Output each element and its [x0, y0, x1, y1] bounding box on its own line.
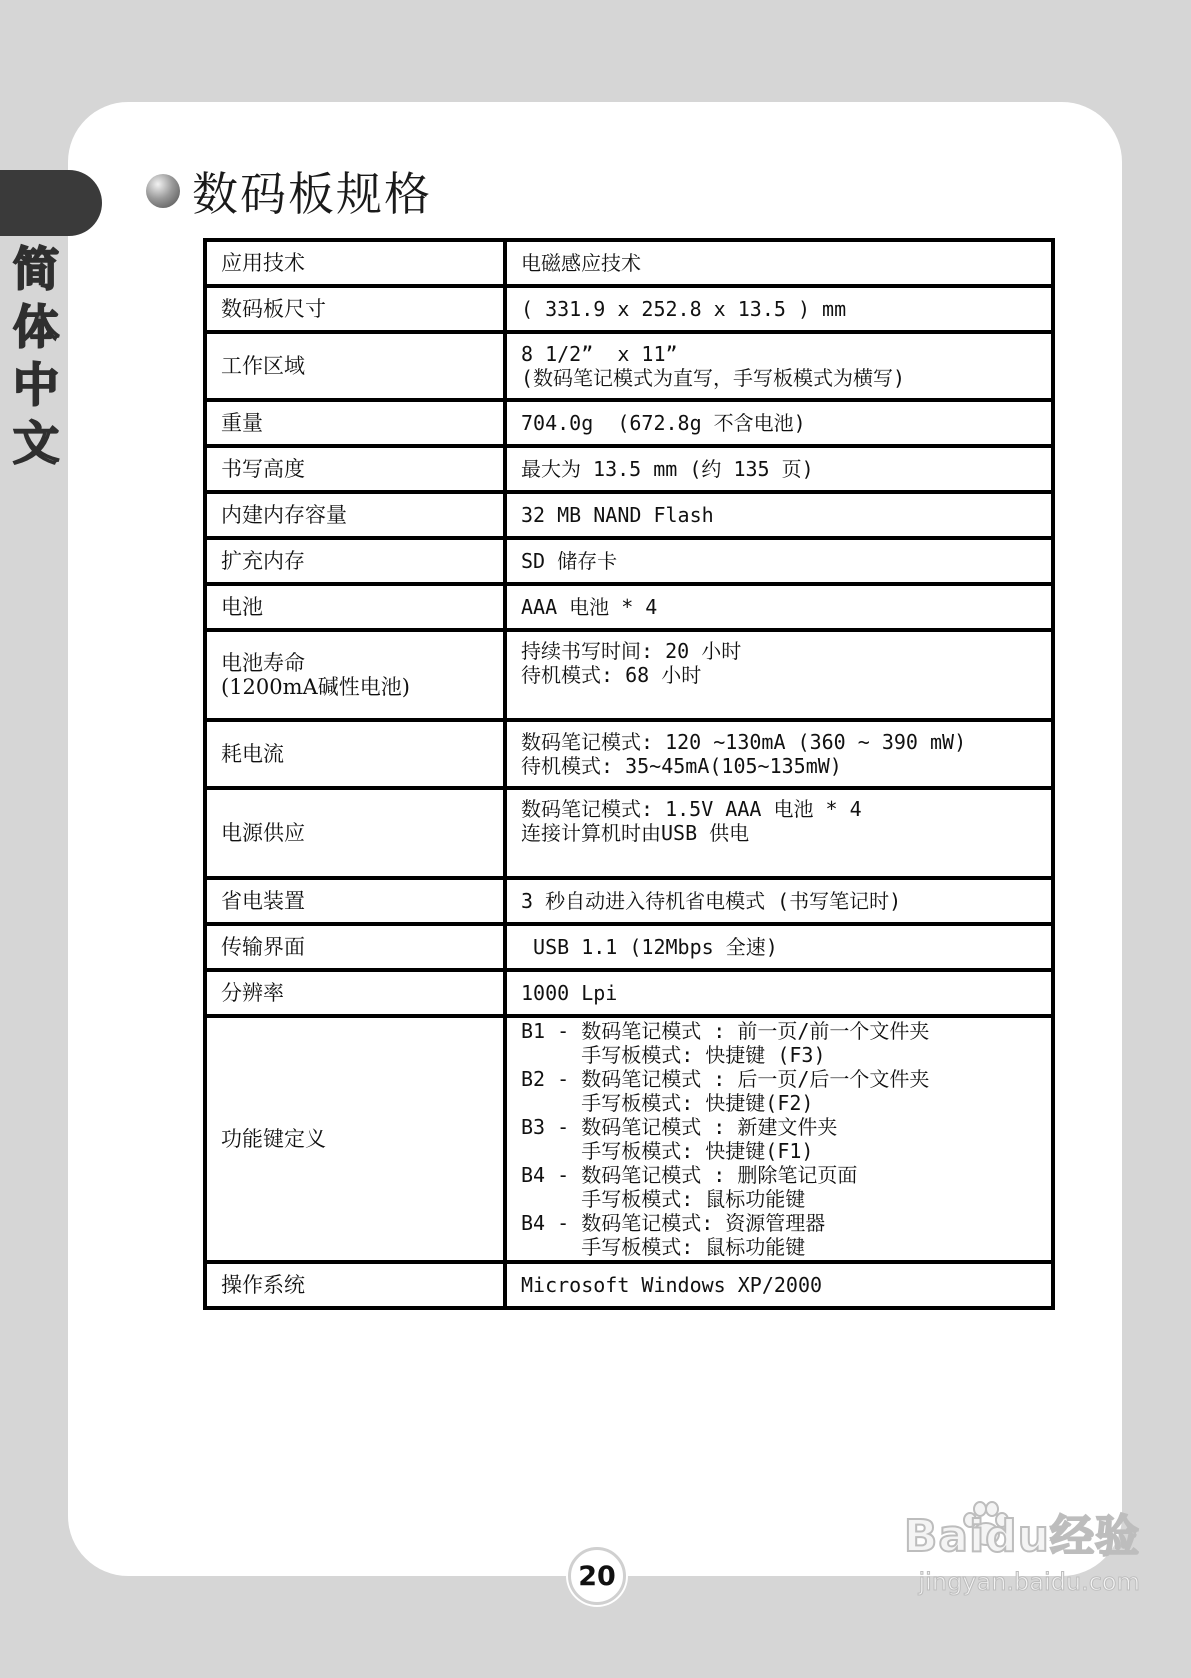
spec-label-cell: [205, 878, 505, 924]
spec-value: B3 - 数码笔记模式 : 新建文件夹: [521, 1115, 838, 1139]
table-row: [205, 492, 1053, 538]
spec-value: 3 秒自动进入待机省电模式 (书写笔记时): [521, 889, 902, 913]
spec-label: 重量: [221, 411, 263, 435]
spec-value-cell: [505, 492, 1053, 538]
language-side-label: [4, 240, 68, 472]
spec-value-cell: [505, 240, 1053, 286]
page-title: 数码板规格: [192, 167, 432, 221]
spec-label-cell: [205, 400, 505, 446]
table-row: [205, 286, 1053, 332]
spec-value-cell: [505, 970, 1053, 1016]
spec-label: 工作区域: [221, 354, 305, 378]
spec-label: 书写高度: [221, 457, 305, 481]
side-label-char: 体: [13, 300, 59, 354]
page-number: 20: [568, 1547, 626, 1605]
spec-value: 1000 Lpi: [521, 981, 618, 1005]
spec-value: 手写板模式: 快捷键(F1): [521, 1139, 814, 1163]
table-row: [205, 332, 1053, 400]
spec-label-cell: [205, 584, 505, 630]
spec-label-cell: [205, 240, 505, 286]
spec-label-cell: [205, 538, 505, 584]
spec-value: B1 - 数码笔记模式 : 前一页/前一个文件夹: [521, 1019, 930, 1043]
spec-value: 持续书写时间: 20 小时: [521, 639, 742, 663]
spec-label: 省电装置: [221, 889, 305, 913]
watermark: [840, 1500, 1140, 1596]
spec-label-cell: [205, 970, 505, 1016]
table-row: [205, 1262, 1053, 1308]
title-row: [146, 158, 432, 224]
spec-value: B2 - 数码笔记模式 : 后一页/后一个文件夹: [521, 1067, 930, 1091]
spec-label: 电池: [221, 595, 263, 619]
spec-value: 8 1/2” x 11”: [521, 342, 678, 366]
spec-value: [521, 687, 1037, 711]
spec-label-cell: [205, 788, 505, 878]
table-row: [205, 788, 1053, 878]
spec-value-cell: [505, 446, 1053, 492]
spec-label-cell: [205, 1262, 505, 1308]
side-label-char: 中: [13, 358, 59, 412]
table-row: [205, 400, 1053, 446]
spec-value-cell: [505, 1262, 1053, 1308]
spec-value: B4 - 数码笔记模式: 资源管理器: [521, 1211, 826, 1235]
spec-value-cell: [505, 538, 1053, 584]
table-row: [205, 1016, 1053, 1262]
table-row: [205, 538, 1053, 584]
side-tab: [0, 170, 102, 236]
spec-label-cell: [205, 446, 505, 492]
spec-value: 待机模式: 68 小时: [521, 663, 702, 687]
spec-value-cell: [505, 1016, 1053, 1262]
title-bullet-icon: [146, 174, 180, 208]
table-row: [205, 240, 1053, 286]
spec-value-cell: [505, 924, 1053, 970]
spec-label: 扩充内存: [221, 549, 305, 573]
spec-value: 电磁感应技术: [521, 251, 641, 275]
spec-value: 手写板模式: 快捷键 (F3): [521, 1043, 826, 1067]
side-label-char: 简: [13, 242, 59, 296]
spec-value-cell: [505, 286, 1053, 332]
spec-value: 最大为 13.5 mm (约 135 页): [521, 457, 814, 481]
spec-value: 704.0g (672.8g 不含电池): [521, 411, 806, 435]
spec-value: 数码笔记模式: 120 ~130mA (360 ~ 390 mW): [521, 730, 967, 754]
spec-value: 手写板模式: 鼠标功能键: [521, 1235, 806, 1259]
spec-label: 操作系统: [221, 1273, 305, 1297]
spec-table: [203, 238, 1055, 1310]
spec-label-cell: [205, 630, 505, 720]
spec-label-cell: [205, 332, 505, 400]
spec-label: 内建内存容量: [221, 503, 347, 527]
spec-label-cell: [205, 1016, 505, 1262]
side-label-char: 文: [13, 416, 59, 470]
spec-value: ( 331.9 x 252.8 x 13.5 ) mm: [521, 297, 847, 321]
spec-value: 连接计算机时由USB 供电: [521, 821, 750, 845]
spec-value: 数码笔记模式: 1.5V AAA 电池 * 4: [521, 797, 862, 821]
spec-value-cell: [505, 400, 1053, 446]
spec-label-cell: [205, 720, 505, 788]
table-row: [205, 924, 1053, 970]
spec-value: B4 - 数码笔记模式 : 删除笔记页面: [521, 1163, 858, 1187]
spec-value: 手写板模式: 快捷键(F2): [521, 1091, 814, 1115]
table-row: [205, 878, 1053, 924]
spec-label-cell: [205, 492, 505, 538]
spec-label: 耗电流: [221, 742, 284, 766]
spec-value: 待机模式: 35~45mA(105~135mW): [521, 754, 842, 778]
spec-value: [521, 845, 1037, 869]
spec-value-cell: [505, 584, 1053, 630]
spec-label: 功能键定义: [221, 1127, 326, 1151]
spec-label: (1200mA碱性电池): [221, 675, 410, 699]
spec-label: 电源供应: [221, 821, 305, 845]
spec-label: 电池寿命: [221, 651, 305, 675]
table-row: [205, 970, 1053, 1016]
spec-label-cell: [205, 924, 505, 970]
table-row: [205, 630, 1053, 720]
table-row: [205, 720, 1053, 788]
spec-value: Microsoft Windows XP/2000: [521, 1273, 823, 1297]
spec-value: AAA 电池 * 4: [521, 595, 658, 619]
spec-value: 32 MB NAND Flash: [521, 503, 714, 527]
spec-value: SD 储存卡: [521, 549, 618, 573]
spec-label: 应用技术: [221, 251, 305, 275]
spec-value: (数码笔记模式为直写，手写板模式为横写): [521, 366, 906, 390]
table-row: [205, 446, 1053, 492]
spec-value: USB 1.1 (12Mbps 全速): [521, 935, 778, 959]
watermark-main: Baidu经验: [903, 1511, 1140, 1562]
spec-label: 分辨率: [221, 981, 284, 1005]
spec-value-cell: [505, 720, 1053, 788]
spec-value-cell: [505, 878, 1053, 924]
spec-table-body: [205, 240, 1053, 1308]
spec-value-cell: [505, 332, 1053, 400]
spec-label: 数码板尺寸: [221, 297, 326, 321]
spec-label: 传输界面: [221, 935, 305, 959]
watermark-sub: jingyan.baidu.com: [918, 1568, 1140, 1596]
spec-label-cell: [205, 286, 505, 332]
spec-value-cell: [505, 630, 1053, 720]
spec-value: 手写板模式: 鼠标功能键: [521, 1187, 806, 1211]
table-row: [205, 584, 1053, 630]
spec-value-cell: [505, 788, 1053, 878]
